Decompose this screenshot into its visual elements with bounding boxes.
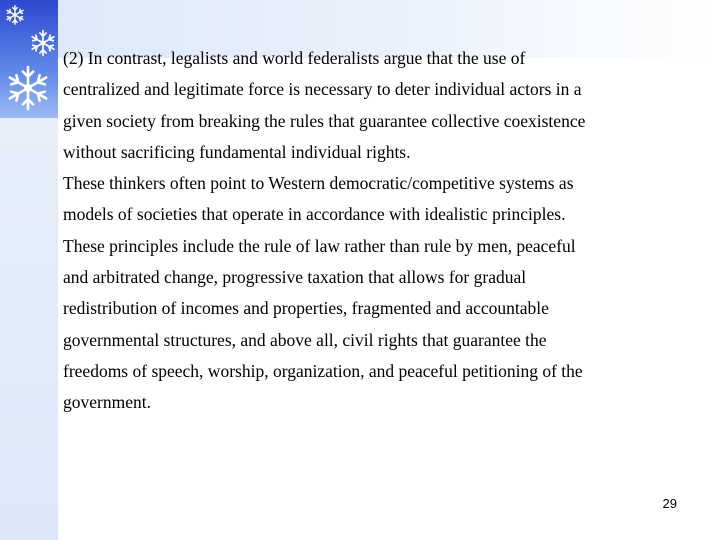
body-line: These principles include the rule of law rather than rule by men, peaceful (63, 235, 576, 256)
body-line: government. (63, 392, 151, 413)
body-line: centralized and legitimate force is necessary to deter individual actors in a (63, 79, 582, 100)
snowflake-icon (4, 64, 52, 112)
body-line: models of societies that operate in accordance with idealistic principles. (63, 204, 566, 225)
body-line: redistribution of incomes and properties, fragmented and accountable (63, 298, 549, 319)
body-line: given society from breaking the rules that guarantee collective coexistence (63, 110, 586, 131)
body-line: freedoms of speech, worship, organization, and peaceful petitioning of the (63, 360, 583, 381)
body-line: These thinkers often point to Western democratic/competitive systems as (63, 173, 574, 194)
body-line: without sacrificing fundamental individual rights. (63, 141, 411, 162)
slide-body-text (63, 43, 675, 419)
body-line: governmental structures, and above all, civil rights that guarantee the (63, 329, 547, 350)
body-line: and arbitrated change, progressive taxation that allows for gradual (63, 267, 527, 288)
body-line: (2) In contrast, legalists and world federalists argue that the use of (63, 48, 526, 68)
snowflake-icon (4, 4, 26, 26)
page-number: 29 (662, 496, 677, 511)
snowflake-icon (28, 28, 58, 58)
